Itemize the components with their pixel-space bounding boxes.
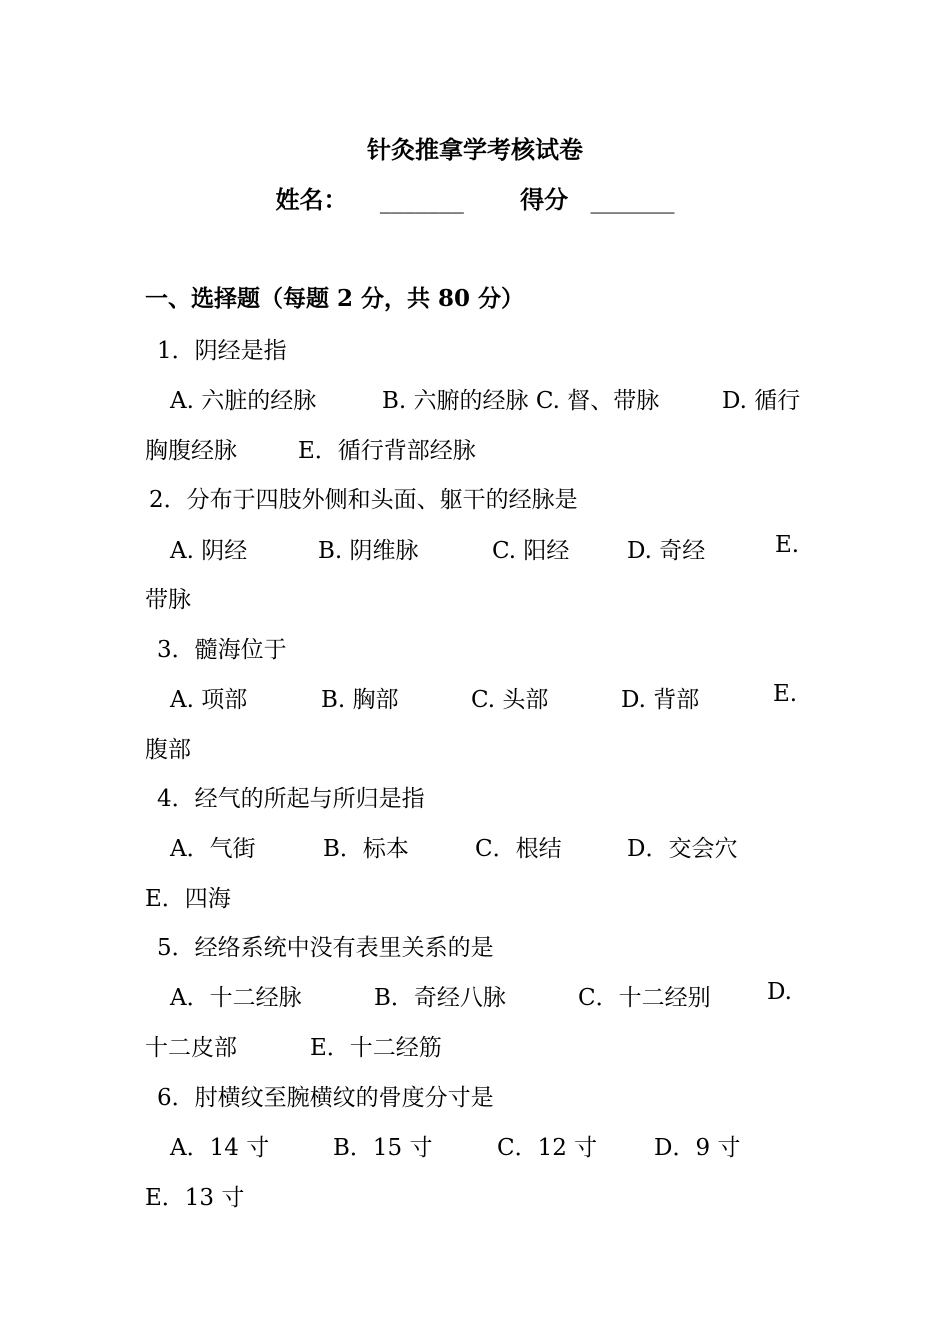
exam-title: 针灸推拿学考核试卷 <box>367 135 583 164</box>
option: 带脉 <box>145 587 191 613</box>
option: E. <box>775 532 800 558</box>
option: 胸腹经脉 <box>145 438 237 464</box>
option: A. 六脏的经脉 <box>170 388 317 414</box>
option: A．十二经脉 <box>170 985 302 1011</box>
option: B．奇经八脉 <box>374 985 506 1011</box>
option: B. 阴维脉 <box>318 538 419 564</box>
question-stem: 3．髓海位于 <box>157 637 287 663</box>
option: 腹部 <box>145 737 191 763</box>
option: D. 奇经 <box>627 538 706 564</box>
option: D．9 寸 <box>654 1135 741 1161</box>
score-blank: _______ <box>590 186 675 214</box>
option: D. <box>767 979 792 1005</box>
option: B. 六腑的经脉 C. 督、带脉 <box>382 388 660 414</box>
option: E．13 寸 <box>145 1185 245 1211</box>
option: E．循行背部经脉 <box>298 438 476 464</box>
option: 十二皮部 <box>145 1035 237 1061</box>
section-title: 一、选择题（每题 2 分，共 80 分） <box>145 285 525 312</box>
name-label: 姓名： <box>275 185 348 214</box>
name-score-line <box>0 180 950 215</box>
score-label: 得分 <box>520 185 569 214</box>
name-blank: _______ <box>379 186 464 214</box>
option: C．根结 <box>475 836 562 862</box>
question-stem: 5．经络系统中没有表里关系的是 <box>157 935 494 961</box>
option: A. 阴经 <box>170 538 248 564</box>
option: D. 背部 <box>621 687 700 713</box>
option: E．四海 <box>145 886 231 912</box>
option: D. 循行 <box>722 388 801 414</box>
option: C．12 寸 <box>497 1135 598 1161</box>
question-stem: 6．肘横纹至腕横纹的骨度分寸是 <box>157 1085 494 1111</box>
option: E. <box>773 681 798 707</box>
question-stem: 4．经气的所起与所归是指 <box>157 786 425 812</box>
option: E．十二经筋 <box>310 1035 442 1061</box>
option: C. 阳经 <box>492 538 570 564</box>
question-stem: 2．分布于四肢外侧和头面、躯干的经脉是 <box>149 487 578 513</box>
question-stem: 1．阴经是指 <box>157 338 287 364</box>
option: C. 头部 <box>471 687 549 713</box>
option: A. 项部 <box>170 687 248 713</box>
option: C．十二经别 <box>578 985 711 1011</box>
option: B．15 寸 <box>333 1135 433 1161</box>
option: B．标本 <box>323 836 409 862</box>
option: B. 胸部 <box>321 687 399 713</box>
option: A．气街 <box>170 836 256 862</box>
option: A．14 寸 <box>170 1135 270 1161</box>
option: D．交会穴 <box>627 836 738 862</box>
